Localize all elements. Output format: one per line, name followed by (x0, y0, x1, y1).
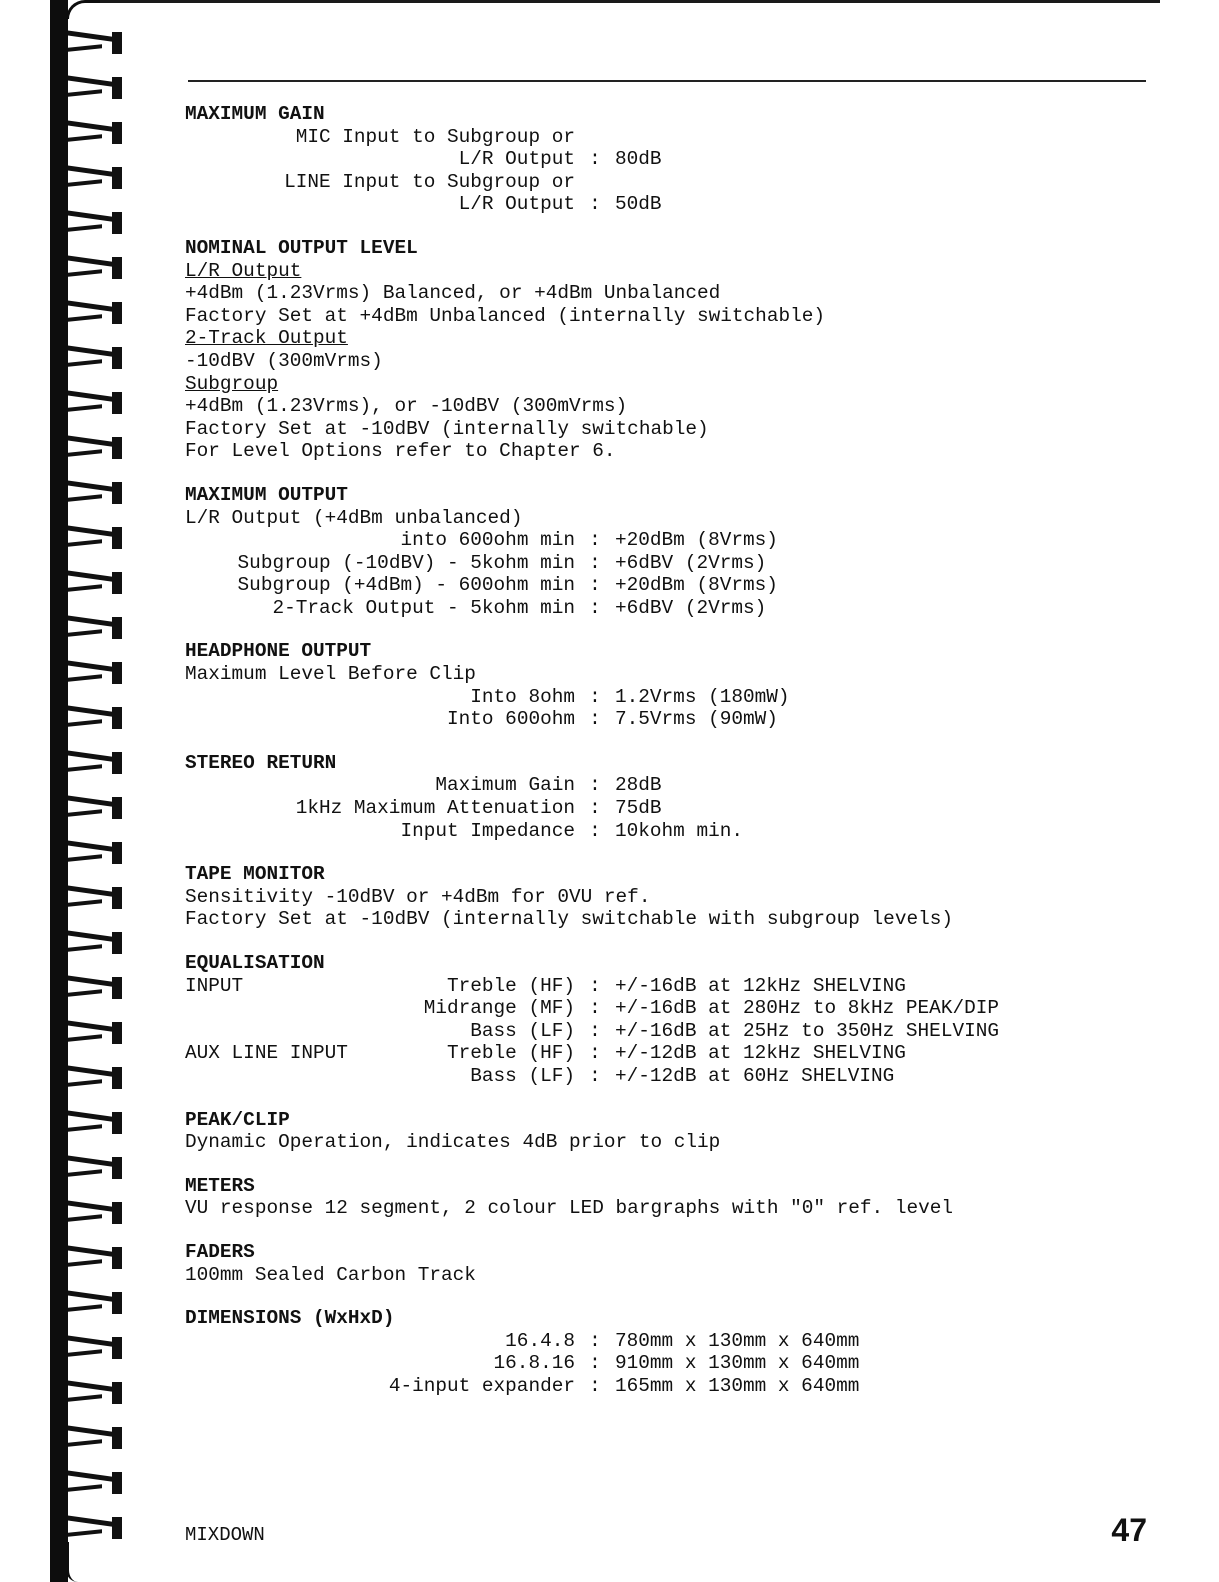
separator: : (589, 574, 601, 597)
eq-group-label (185, 1020, 385, 1043)
binding-ring (68, 75, 124, 101)
spec-row (185, 774, 1185, 797)
separator: : (589, 797, 601, 820)
spec-row (185, 552, 1185, 575)
spec-row (185, 1330, 1185, 1353)
binding-ring (68, 30, 124, 56)
spec-line: Factory Set at -10dBV (internally switchable) (185, 417, 709, 440)
spec-line: -10dBV (300mVrms) (185, 349, 383, 372)
binding-ring (68, 885, 124, 911)
binding-ring (68, 975, 124, 1001)
spec-key: Midrange (MF) (423, 997, 575, 1020)
eq-row (185, 997, 1185, 1020)
spec-line: 100mm Sealed Carbon Track (185, 1263, 476, 1286)
separator: : (589, 193, 601, 216)
binding-ring (68, 705, 124, 731)
spec-line: Dynamic Operation, indicates 4dB prior to clip (185, 1131, 721, 1154)
binding-ring (68, 1425, 124, 1451)
binding-ring (68, 1470, 124, 1496)
spec-value: 80dB (615, 148, 662, 171)
subheading-lr-output: L/R Output (185, 259, 302, 282)
separator: : (589, 1352, 601, 1375)
section-heading: MAXIMUM OUTPUT (185, 483, 348, 506)
binding-ring (68, 300, 124, 326)
spec-value: +/-12dB at 60Hz SHELVING (615, 1064, 895, 1087)
spiral-binding-rings (68, 0, 128, 1582)
separator: : (589, 596, 601, 619)
spec-value: +6dBV (2Vrms) (615, 551, 767, 574)
section-heading: NOMINAL OUTPUT LEVEL (185, 236, 418, 259)
binding-ring (68, 1020, 124, 1046)
spec-key: Bass (LF) (470, 1019, 575, 1042)
spec-value: 910mm x 130mm x 640mm (615, 1352, 860, 1375)
spec-row (185, 597, 1185, 620)
subheading-2-track-output: 2-Track Output (185, 327, 348, 350)
binding-ring (68, 120, 124, 146)
spec-line: Maximum Level Before Clip (185, 663, 476, 686)
spec-key: Treble (HF) (447, 974, 575, 997)
spec-value: +20dBm (8Vrms) (615, 529, 778, 552)
spec-row (185, 820, 1185, 843)
spec-row (185, 148, 1185, 171)
binding-ring (68, 525, 124, 551)
header-rule (188, 80, 1146, 82)
spec-value: 165mm x 130mm x 640mm (615, 1374, 860, 1397)
spec-key: MIC Input to Subgroup or (295, 125, 575, 148)
section-heading: DIMENSIONS (WxHxD) (185, 1307, 395, 1330)
spec-line: L/R Output (+4dBm unbalanced) (185, 506, 523, 529)
separator: : (589, 1329, 601, 1352)
binding-ring (68, 930, 124, 956)
binding-ring (68, 1200, 124, 1226)
binding-ring (68, 435, 124, 461)
section-nominal-output-level (185, 237, 1185, 463)
eq-group-label: AUX LINE INPUT (185, 1042, 348, 1065)
spec-value: 75dB (615, 797, 662, 820)
spec-key: 16.8.16 (493, 1352, 575, 1375)
separator: : (589, 819, 601, 842)
spec-row (185, 1352, 1185, 1375)
section-heading: FADERS (185, 1240, 255, 1263)
spec-row (185, 708, 1185, 731)
spec-row (185, 529, 1185, 552)
eq-group-label (185, 997, 385, 1020)
separator: : (589, 708, 601, 731)
spec-key: Bass (LF) (470, 1064, 575, 1087)
separator: : (589, 1019, 601, 1042)
section-heading: MAXIMUM GAIN (185, 103, 325, 125)
section-heading: EQUALISATION (185, 952, 325, 974)
spec-key: 1kHz Maximum Attenuation (295, 797, 575, 820)
spec-value: +/-16dB at 12kHz SHELVING (615, 974, 906, 997)
section-meters (185, 1175, 1185, 1220)
eq-group-label: INPUT (185, 974, 244, 997)
spec-value: 10kohm min. (615, 819, 743, 842)
section-heading: METERS (185, 1174, 255, 1197)
section-maximum-gain (185, 103, 1185, 216)
section-faders (185, 1241, 1185, 1286)
binding-ring (68, 165, 124, 191)
spec-key: Into 600ohm (447, 708, 575, 731)
spec-key: LINE Input to Subgroup or (284, 170, 575, 193)
spec-key: 16.4.8 (505, 1329, 575, 1352)
binding-ring (68, 1110, 124, 1136)
separator: : (589, 774, 601, 797)
binding-ring (68, 255, 124, 281)
binding-ring (68, 480, 124, 506)
separator: : (589, 685, 601, 708)
binding-ring (68, 1290, 124, 1316)
spec-key: Input Impedance (400, 819, 575, 842)
spec-value: 28dB (615, 774, 662, 797)
spec-row (185, 193, 1185, 216)
binding-ring (68, 660, 124, 686)
binding-ring (68, 570, 124, 596)
spec-row (185, 171, 1185, 194)
section-stereo-return (185, 752, 1185, 842)
spec-row (185, 797, 1185, 820)
eq-row (185, 975, 1185, 998)
spec-key: Subgroup (+4dBm) - 600ohm min (237, 574, 575, 597)
spec-value: +/-16dB at 25Hz to 350Hz SHELVING (615, 1019, 999, 1042)
spec-value: +20dBm (8Vrms) (615, 574, 778, 597)
binding-ring (68, 840, 124, 866)
spec-value: 7.5Vrms (90mW) (615, 708, 778, 731)
spec-value: 50dB (615, 193, 662, 216)
spec-value: 780mm x 130mm x 640mm (615, 1329, 860, 1352)
binding-ring (68, 795, 124, 821)
spec-key: into 600ohm min (400, 529, 575, 552)
section-heading: HEADPHONE OUTPUT (185, 640, 372, 663)
separator: : (589, 974, 601, 997)
spec-key: 2-Track Output - 5kohm min (272, 596, 575, 619)
separator: : (589, 997, 601, 1020)
spec-row (185, 1375, 1185, 1398)
spec-key: 4-input expander (388, 1374, 575, 1397)
spec-line: Factory Set at -10dBV (internally switchable with subgroup levels) (185, 908, 953, 931)
separator: : (589, 1374, 601, 1397)
spec-key: Subgroup (-10dBV) - 5kohm min (237, 551, 575, 574)
spec-key: L/R Output (458, 193, 575, 216)
binding-ring (68, 1335, 124, 1361)
spec-key: L/R Output (458, 148, 575, 171)
binding-ring (68, 1065, 124, 1091)
binding-ring (68, 1155, 124, 1181)
spec-line: +4dBm (1.23Vrms), or -10dBV (300mVrms) (185, 395, 628, 418)
binding-ring (68, 1245, 124, 1271)
section-heading: STEREO RETURN (185, 751, 337, 774)
section-heading: PEAK/CLIP (185, 1108, 290, 1131)
binding-ring (68, 615, 124, 641)
eq-row (185, 1065, 1185, 1088)
separator: : (589, 148, 601, 171)
section-maximum-output (185, 484, 1185, 620)
spec-line: VU response 12 segment, 2 colour LED bargraphs with "0" ref. level (185, 1197, 953, 1220)
page-number: 47 (1111, 1512, 1147, 1548)
eq-row (185, 1020, 1185, 1043)
binding-ring (68, 1380, 124, 1406)
spec-key: Treble (HF) (447, 1042, 575, 1065)
binding-ring (68, 210, 124, 236)
section-headphone-output (185, 640, 1185, 730)
section-tape-monitor (185, 863, 1185, 931)
binding-ring (68, 750, 124, 776)
subheading-subgroup: Subgroup (185, 372, 279, 395)
spec-value: +6dBV (2Vrms) (615, 596, 767, 619)
spec-key: Maximum Gain (435, 774, 575, 797)
binding-ring (68, 390, 124, 416)
spec-line: +4dBm (1.23Vrms) Balanced, or +4dBm Unbalanced (185, 282, 721, 305)
separator: : (589, 1064, 601, 1087)
spec-key: Into 8ohm (470, 685, 575, 708)
binding-ring (68, 1515, 124, 1541)
separator: : (589, 1042, 601, 1065)
section-dimensions (185, 1307, 1185, 1397)
binding-ring (68, 345, 124, 371)
footer-title: MIXDOWN (185, 1524, 265, 1546)
spec-line: Sensitivity -10dBV or +4dBm for 0VU ref. (185, 885, 651, 908)
spec-value: 1.2Vrms (180mW) (615, 685, 790, 708)
spec-row (185, 574, 1185, 597)
separator: : (589, 551, 601, 574)
page-top-edge (100, 0, 1160, 3)
eq-group-label (185, 1065, 385, 1088)
section-heading: TAPE MONITOR (185, 863, 325, 886)
binding-spine (50, 0, 68, 1582)
spec-content (185, 103, 1185, 1419)
spec-row (185, 126, 1185, 149)
section-peak-clip (185, 1109, 1185, 1154)
spec-row (185, 686, 1185, 709)
spec-value: +/-16dB at 280Hz to 8kHz PEAK/DIP (615, 997, 999, 1020)
eq-row (185, 1042, 1185, 1065)
section-equalisation (185, 952, 1185, 1088)
spec-line: Factory Set at +4dBm Unbalanced (internally switchable) (185, 304, 825, 327)
spec-line: For Level Options refer to Chapter 6. (185, 440, 616, 463)
separator: : (589, 529, 601, 552)
spec-value: +/-12dB at 12kHz SHELVING (615, 1042, 906, 1065)
